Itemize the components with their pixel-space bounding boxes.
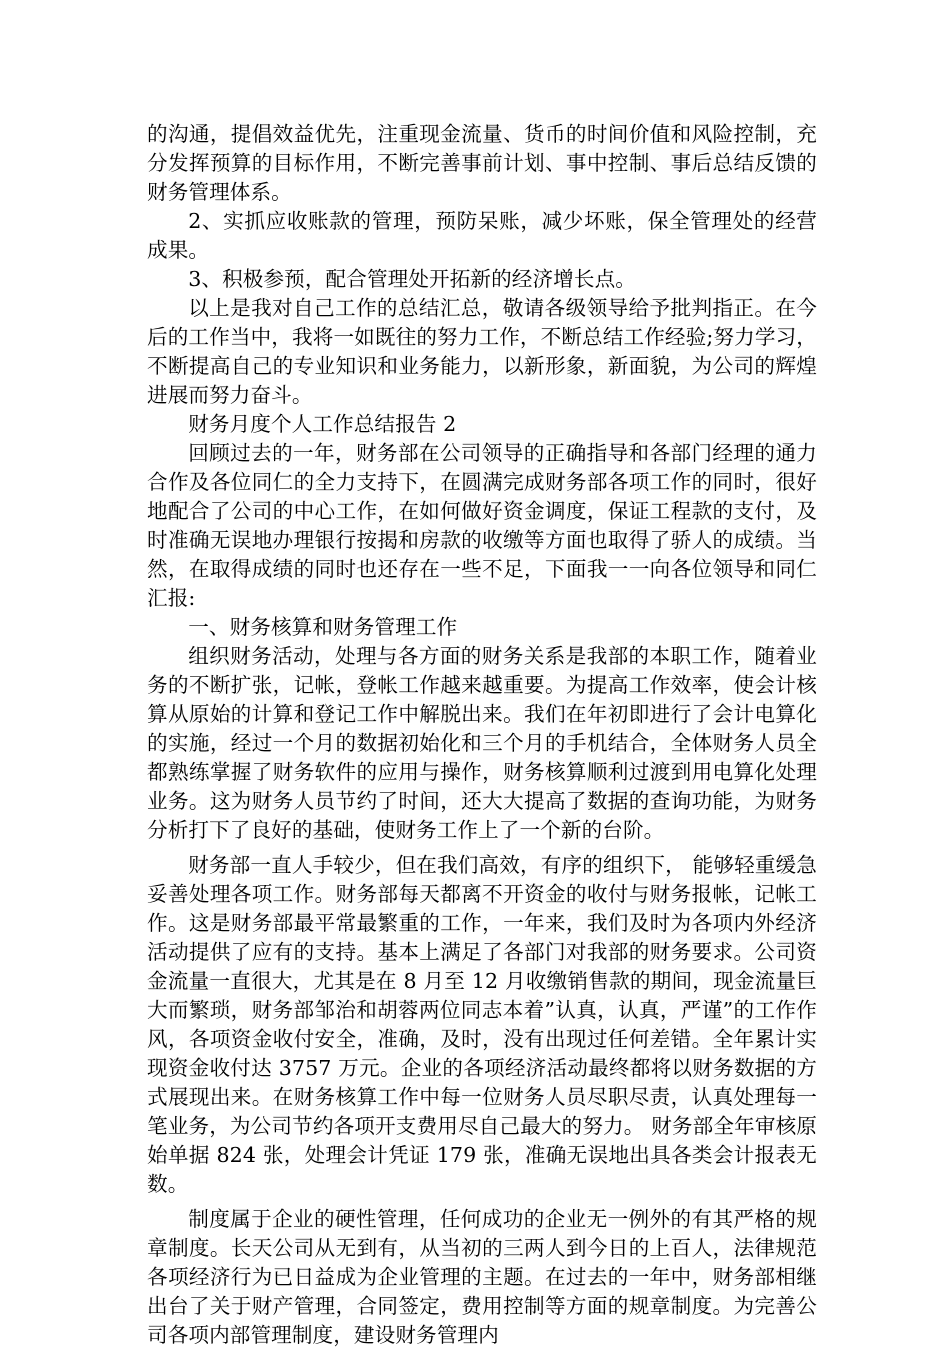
report-heading: 财务月度个人工作总结报告 2 (188, 412, 457, 436)
paragraph-regulations: 制度属于企业的硬性管理，任何成功的企业无一例外的有其严格的规章制度。长天公司从无到有，从当初的三两人到今日的上百人，法律规范各项经济行为已日益成为企业管理的主题。在过去的一年中，财务部相继出台了关于财产管理，合同签定，费用控制等方面的规章制度。为完善公司各项内部管理制度，建设财务管理内 (147, 1207, 817, 1347)
paragraph-continuation: 的沟通，提倡效益优先，注重现金流量、货币的时间价值和风险控制，充分发挥预算的目标作用，不断完善事前计划、事中控制、事后总结反馈的财务管理体系。 (147, 122, 817, 204)
paragraph-accounting: 组织财务活动，处理与各方面的财务关系是我部的本职工作，随着业务的不断扩张，记帐，登帐工作越来越重要。为提高工作效率，使会计核算从原始的计算和登记工作中解脱出来。我们在年初即进行了会计电算化的实施，经过一个月的数据初始化和三个月的手机结合，全体财务人员全都熟练掌握了财务软件的应用与操作，财务核算顺利过渡到用电算化处理业务。这为财务人员节约了时间，还大大提高了数据的查询功能，为财务分析打下了良好的基础，使财务工作上了一个新的台阶。 (147, 644, 817, 842)
document-body (147, 120, 817, 1350)
paragraph-staffing: 财务部一直人手较少，但在我们高效，有序的组织下， 能够轻重缓急妥善处理各项工作。财务部每天都离不开资金的收付与财务报帐，记帐工作。这是财务部最平常最繁重的工作，一年来，我们及时为各项内外经济活动提供了应有的支持。基本上满足了各部门对我部的财务要求。公司资金流量一直很大，尤其是在 8 月至 12 月收缴销售款的期间，现金流量巨大而繁琐，财务部邹治和胡蓉两位同志本着”认真，认真，严谨”的工作作风，各项资金收付安全，准确，及时，没有出现过任何差错。全年累计实现资金收付达 3757 万元。企业的各项经济活动最终都将以财务数据的方式展现出来。在财务核算工作中每一位财务人员尽职尽责，认真处理每一笔业务，为公司节约各项开支费用尽自己最大的努力。 财务部全年审核原始单据 824 张，处理会计凭证 179 张，准确无误地出具各类会计报表无数。 (147, 853, 817, 1196)
paragraph-review: 回顾过去的一年，财务部在公司领导的正确指导和各部门经理的通力合作及各位同仁的全力支持下，在圆满完成财务部各项工作的同时，很好地配合了公司的中心工作，在如何做好资金调度，保证工程款的支付，及时准确无误地办理银行按揭和房款的收缴等方面也取得了骄人的成绩。当然，在取得成绩的同时也还存在一些不足，下面我一一向各位领导和同仁汇报: (147, 441, 817, 610)
paragraph-closing: 以上是我对自己工作的总结汇总，敬请各级领导给予批判指正。在今后的工作当中，我将一如既往的努力工作，不断总结工作经验;努力学习，不断提高自己的专业知识和业务能力，以新形象，新面貌，为公司的辉煌进展而努力奋斗。 (147, 296, 817, 407)
section-heading: 一、财务核算和财务管理工作 (188, 615, 458, 639)
paragraph-item-3: 3、积极参预，配合管理处开拓新的经济增长点。 (188, 267, 636, 291)
paragraph-item-2: 2、实抓应收账款的管理，预防呆账，减少坏账，保全管理处的经营成果。 (147, 209, 817, 262)
